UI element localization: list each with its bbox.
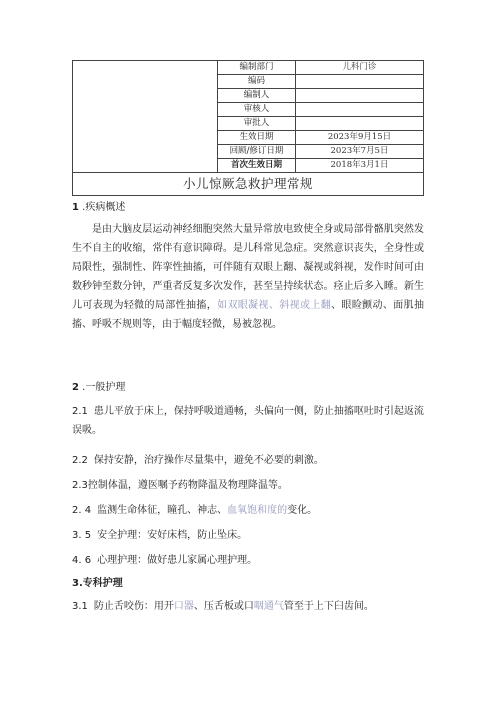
meta-label-effective-date: 生效日期 bbox=[218, 131, 296, 145]
meta-label-dept: 编制部门 bbox=[218, 61, 296, 75]
section-1-body bbox=[72, 220, 424, 334]
list-item: 3. 5 安全护理：安好床档，防止坠床。 bbox=[72, 530, 248, 541]
section-title: .疾病概述 bbox=[82, 202, 126, 213]
section-1-heading bbox=[72, 201, 424, 215]
section-title: .一般护理 bbox=[82, 382, 126, 393]
meta-value-code bbox=[296, 75, 424, 89]
list-item: 3.1 防止舌咬伤：用开口器、压舌板或口咽通气管至于上下臼齿间。 bbox=[72, 601, 374, 612]
table-blank-cell bbox=[73, 61, 218, 75]
section-number: 1 bbox=[72, 202, 79, 213]
meta-label-first-effective-date: 首次生效日期 bbox=[218, 159, 296, 173]
meta-label-author: 编制人 bbox=[218, 89, 296, 103]
meta-value-dept: 儿科门诊 bbox=[296, 61, 424, 75]
section-number: 3. bbox=[72, 578, 83, 589]
meta-label-approver: 审批人 bbox=[218, 117, 296, 131]
list-item: 2.3控制体温，遵医嘱予药物降温及物理降温等。 bbox=[72, 480, 288, 491]
document-control-table bbox=[72, 60, 424, 196]
meta-value-first-effective-date: 2018年3月1日 bbox=[296, 159, 424, 173]
meta-label-code: 编码 bbox=[218, 75, 296, 89]
meta-value-reviewer bbox=[296, 103, 424, 117]
meta-value-author bbox=[296, 89, 424, 103]
section-1 bbox=[72, 201, 424, 215]
meta-label-reviewer: 审核人 bbox=[218, 103, 296, 117]
document-title: 小儿惊厥急救护理常规 bbox=[73, 173, 424, 196]
meta-value-approver bbox=[296, 117, 424, 131]
list-item: 4. 6 心理护理：做好患儿家属心理护理。 bbox=[72, 555, 258, 566]
list-item: 2.1 患儿平放于床上，保持呼吸道通畅，头偏向一侧，防止抽搐呕吐时引起返流误吸。 bbox=[72, 406, 424, 436]
meta-label-revision-date: 回顾/修订日期 bbox=[218, 145, 296, 159]
highlighted-text: 血氧饱和度的 bbox=[227, 505, 288, 516]
meta-value-revision-date: 2023年7月5日 bbox=[296, 145, 424, 159]
section-2-heading bbox=[72, 381, 424, 395]
section-2 bbox=[72, 381, 424, 395]
highlighted-text: 口器 bbox=[173, 601, 194, 612]
section-number: 2 bbox=[72, 382, 79, 393]
highlighted-text: 咽通气 bbox=[253, 601, 284, 612]
list-item: 2. 4 监测生命体征，瞳孔、神志、血氧饱和度的变化。 bbox=[72, 505, 318, 516]
section-title: 专科护理 bbox=[82, 578, 123, 589]
highlighted-text: 如双眼凝视、斜视或上翻 bbox=[217, 300, 332, 311]
section-3 bbox=[72, 577, 424, 591]
meta-value-effective-date: 2023年9月15日 bbox=[296, 131, 424, 145]
list-item: 2.2 保持安静，治疗操作尽量集中，避免不必要的刺激。 bbox=[72, 455, 324, 466]
section-3-heading bbox=[72, 577, 424, 591]
overview-paragraph: 是由大脑皮层运动神经细胞突然大量异常放电致使全身或局部骨骼肌突然发生不自主的收缩，常伴有意识障碍。是儿科常见急症。突然意识丧失，全身性或局限性，强制性、阵挛性抽搐，可伴随有双眼上翻、凝视或斜视，发作时间可由数秒钟至数分钟，严重者反复多次发作，甚至呈持续状态。痉止后多入睡。新生儿可表现为轻微的局部性抽搐，如双眼凝视、斜视或上翻、眼睑颤动、面肌抽搐、呼吸不规则等，由于幅度轻微，易被忽视。 bbox=[72, 224, 425, 330]
